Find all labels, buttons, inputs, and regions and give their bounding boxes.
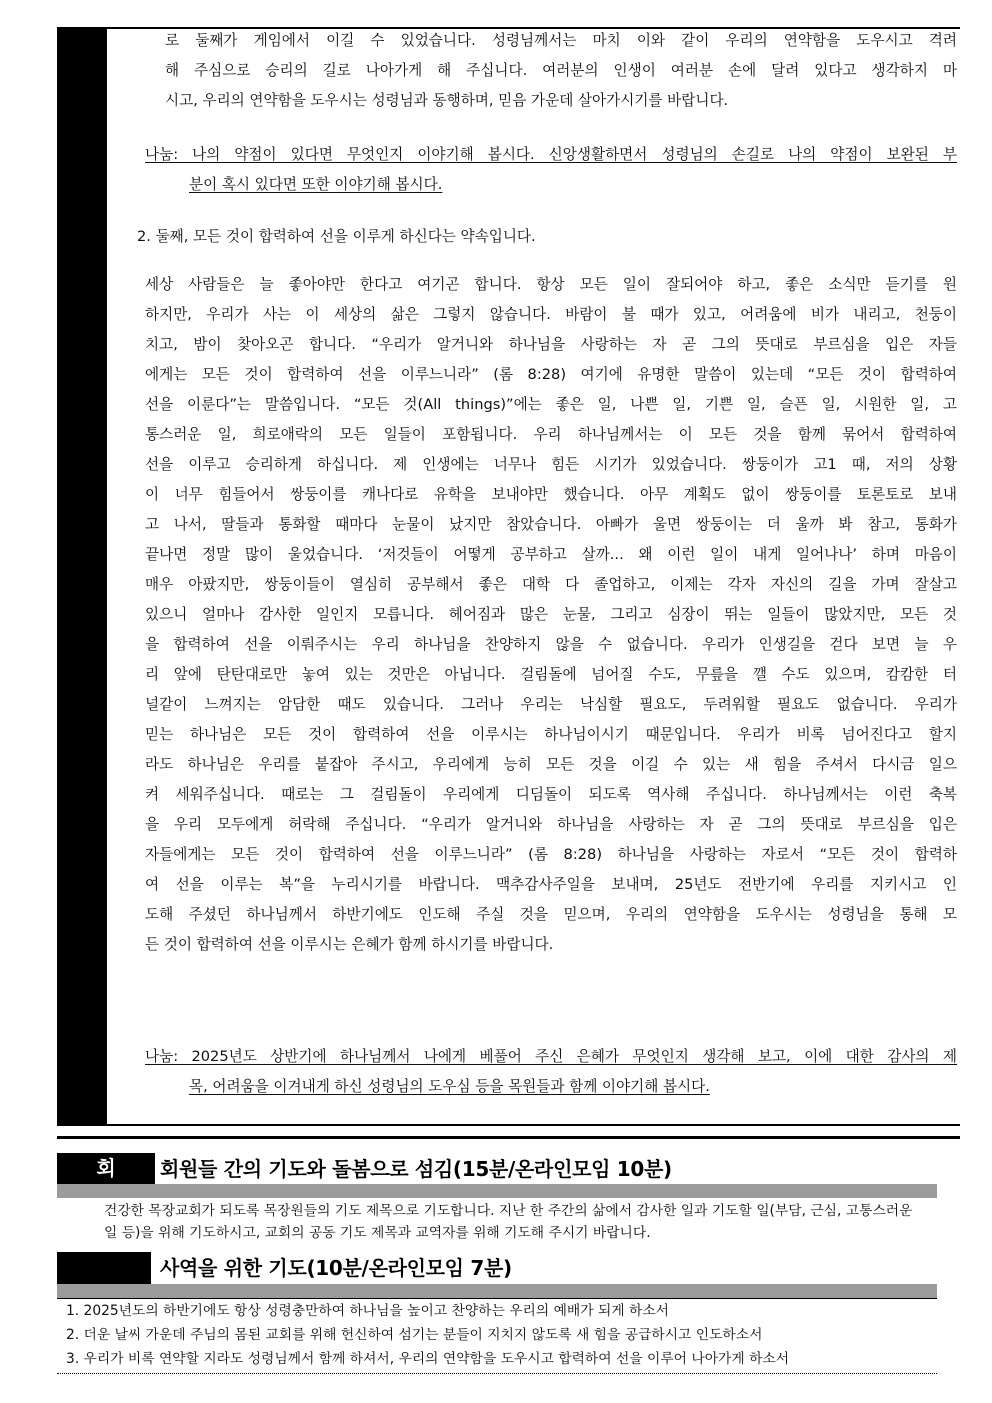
share-line: 목, 어려움을 이겨내게 하신 성령님의 도우심 등을 목원들과 함께 이야기해 봅시다. xyxy=(189,1078,710,1095)
section-gray-band xyxy=(57,1284,937,1298)
text-line: 널같이 느껴지는 암담한 때도 있습니다. 그러나 우리는 낙심할 필요도, 두려워할 필요도 없습니다. 우리가 xyxy=(145,696,957,713)
prayer-item: 2. 더운 날씨 가운데 주님의 몸된 교회를 위해 헌신하여 섬기는 분들이 지치지 않도록 새 힘을 공급하시고 인도하소서 xyxy=(66,1327,763,1343)
block-bottom-rule xyxy=(107,1124,960,1126)
text-line: 세상 사람들은 늘 좋아야만 한다고 여기곤 합니다. 항상 모든 일이 잘되어야 하고, 좋은 소식만 듣기를 원 xyxy=(145,276,957,293)
share-line-indent xyxy=(145,170,957,200)
text-line: 있으니 얼마나 감사한 일인지 모릅니다. 헤어짐과 많은 눈물, 그리고 심장이 뛰는 일들이 많았지만, 모든 것 xyxy=(145,606,957,623)
prayer-list xyxy=(66,1299,936,1371)
text-line: 믿는 하나님은 모든 것이 합력하여 선을 이루시는 하나님이시기 때문입니다. 우리가 비록 넘어진다고 할지 xyxy=(145,726,957,743)
share-line-indent xyxy=(145,1072,957,1102)
text-line: 하지만, 우리가 사는 이 세상의 삶은 그렇지 않습니다. 바람이 불 때가 있고, 어려움에 비가 내리고, 천둥이 xyxy=(145,306,957,323)
share-question-2 xyxy=(145,1042,957,1102)
share-question-1 xyxy=(145,140,957,200)
text-line: 에게는 모든 것이 합력하여 선을 이루느니라” (롬 8:28) 여기에 유명한 말씀이 있는데 “모든 것이 합력하여 xyxy=(145,366,957,383)
share-line: 나눔: 2025년도 상반기에 하나님께서 나에게 베풀어 주신 은혜가 무엇인지 생각해 보고, 이에 대한 감사의 제 xyxy=(145,1048,957,1065)
sermon-continuation-paragraph xyxy=(165,26,957,116)
share-line: 나눔: 나의 약점이 있다면 무엇인지 이야기해 봅시다. 신앙생활하면서 성령님의 손길로 나의 약점이 보완된 부 xyxy=(145,146,957,163)
section-badge-background xyxy=(57,1252,151,1284)
text-line: 고 나서, 딸들과 통화할 때마다 눈물이 났지만 참았습니다. 아빠가 울면 쌍둥이는 더 울까 봐 참고, 통화가 xyxy=(145,516,957,533)
text-line: 여 선을 이루는 복”을 누리시기를 바랍니다. 맥추감사주일을 보내며, 25년도 전반기에 우리를 지키시고 인 xyxy=(145,876,957,893)
text-line: 이 너무 힘들어서 쌍둥이를 캐나다로 유학을 보내야만 했습니다. 아무 계획도 없이 쌍둥이를 토론토로 보내 xyxy=(145,486,957,503)
section-gray-band xyxy=(57,1184,937,1198)
section-divider xyxy=(57,1136,960,1139)
text-line: 해 주심으로 승리의 길로 나아가게 해 주십니다. 여러분의 인생이 여러분 손에 달려 있다고 생각하지 마 xyxy=(165,62,957,79)
text-line: 켜 세워주십니다. 때로는 그 걸림돌이 우리에게 디딤돌이 되도록 역사해 주십니다. 하나님께서는 이런 축복 xyxy=(145,786,957,803)
section-title-ministry-prayer: 사역을 위한 기도(10분/온라인모임 7분) xyxy=(160,1256,512,1280)
text-line: 치고, 밤이 찾아오곤 합니다. “우리가 알거니와 하나님을 사랑하는 자 곧 그의 뜻대로 부르심을 입은 자들 xyxy=(145,336,957,353)
dotted-rule xyxy=(57,1373,937,1374)
text-line: 자들에게는 모든 것이 합력하여 선을 이루느니라” (롬 8:28) 하나님을 사랑하는 자로서 “모든 것이 합력하 xyxy=(145,846,957,863)
text-line: 든 것이 합력하여 선을 이루시는 은혜가 함께 하시기를 바랍니다. xyxy=(145,936,554,953)
text-line: 리 앞에 탄탄대로만 놓여 있는 것만은 아닙니다. 걸림돌에 넘어질 수도, 무릎을 깰 수도 있으며, 캄캄한 터 xyxy=(145,666,957,683)
point-2-heading: 2. 둘째, 모든 것이 합력하여 선을 이루게 하신다는 약속입니다. xyxy=(137,228,536,245)
text-line: 을 우리 모두에게 허락해 주십니다. “우리가 알거니와 하나님을 사랑하는 자 곧 그의 뜻대로 부르심을 입은 xyxy=(145,816,957,833)
text-line: 라도 하나님은 우리를 붙잡아 주시고, 우리에게 능히 모든 것을 이길 수 있는 새 힘을 주셔서 다시금 일으 xyxy=(145,756,957,773)
prayer-item: 3. 우리가 비록 연약할 지라도 성령님께서 함께 하셔서, 우리의 연약함을 도우시고 합력하여 선을 이루어 나아가게 하소서 xyxy=(66,1351,790,1367)
prayer-item: 1. 2025년도의 하반기에도 항상 성령충만하여 하나님을 높이고 찬양하는 우리의 예배가 되게 하소서 xyxy=(66,1303,669,1319)
text-line: 끝나면 정말 많이 울었습니다. ‘저것들이 어떻게 공부하고 살까... 왜 이런 일이 내게 일어나나’ 하며 마음이 xyxy=(145,546,957,563)
text-line: 시고, 우리의 연약함을 도우시는 성령님과 동행하며, 믿음 가운데 살아가시기를 바랍니다. xyxy=(165,92,729,109)
left-black-bar xyxy=(57,29,107,1126)
point-2-paragraph xyxy=(145,270,957,960)
text-line: 통스러운 일, 희로애락의 모든 일들이 포함됩니다. 우리 하나님께서는 이 모든 것을 함께 묶어서 합력하여 xyxy=(145,426,957,443)
text-line: 매우 아팠지만, 쌍둥이들이 열심히 공부해서 좋은 대학 다 졸업하고, 이제는 각자 자신의 길을 가며 잘살고 xyxy=(145,576,957,593)
text-line: 로 둘째가 게임에서 이길 수 있었습니다. 성령님께서는 마치 이와 같이 우리의 연약함을 도우시고 격려 xyxy=(165,32,957,49)
share-line: 분이 혹시 있다면 또한 이야기해 봅시다. xyxy=(189,176,443,193)
text-line: 선을 이루고 승리하게 하십니다. 제 인생에는 너무나 힘든 시기가 있었습니다. 쌍둥이가 고1 때, 저의 상황 xyxy=(145,456,957,473)
section-badge: 회 xyxy=(96,1156,116,1180)
text-line: 선을 이룬다”는 말씀입니다. “모든 것(All things)”에는 좋은 일, 나쁜 일, 기쁜 일, 슬픈 일, 시원한 일, 고 xyxy=(145,396,957,413)
text-line: 을 합력하여 선을 이뤄주시는 우리 하나님을 찬양하지 않을 수 없습니다. 우리가 인생길을 걷다 보면 늘 우 xyxy=(145,636,957,653)
text-line: 도해 주셨던 하나님께서 하반기에도 인도해 주실 것을 믿으며, 우리의 연약함을 도우시는 성령님을 통해 모 xyxy=(145,906,957,923)
section-body-fellowship: 건강한 목장교회가 되도록 목장원들의 기도 제목으로 기도합니다. 지난 한 주간의 삶에서 감사한 일과 기도할 일(부담, 근심, 고통스러운 일 등)을 위해 기도하시고, 교회의 공동 기도 제목과 교역자를 위해 기도해 주시기 바랍니다. xyxy=(104,1203,913,1241)
section-title-fellowship: 회원들 간의 기도와 돌봄으로 섬김(15분/온라인모임 10분) xyxy=(160,1157,672,1181)
